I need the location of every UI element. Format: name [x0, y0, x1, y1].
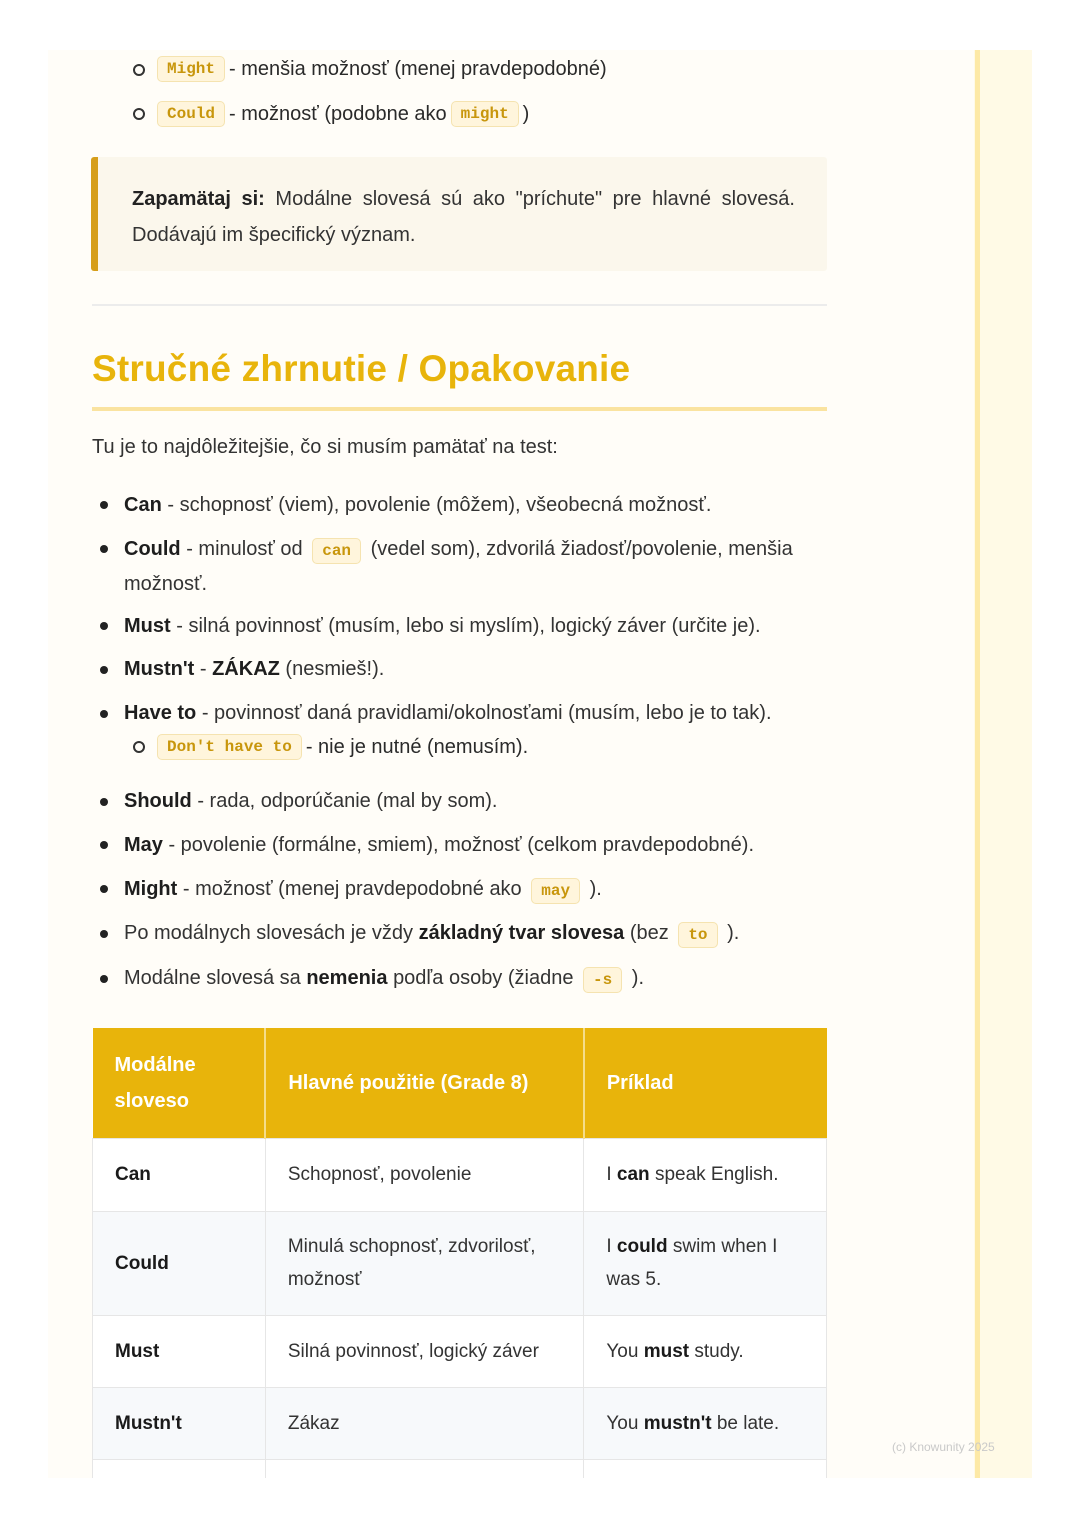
- section-title-underline: [92, 407, 827, 411]
- bullet-term: Could: [124, 538, 181, 560]
- example-text: speak English.: [654, 1164, 779, 1185]
- example-verb: could: [616, 1236, 668, 1257]
- table-cell-example: [584, 1138, 827, 1211]
- bullet-text: - silná povinnosť (musím, lebo si myslím), logický záver (určite je).: [176, 615, 761, 637]
- bullet-base-form: [124, 917, 824, 952]
- bullet-text: podľa osoby (žiadne: [393, 967, 574, 989]
- bullet-have-to: [124, 697, 824, 730]
- bullet-may: [124, 829, 824, 862]
- example-text: swim when I was 5.: [606, 1236, 778, 1290]
- table-header-cell: Príklad: [584, 1028, 827, 1138]
- bullet-mustnt: [124, 653, 824, 686]
- sub-bullet-icon: [133, 741, 145, 753]
- bullet-text: Po modálnych slovesách je vždy: [124, 922, 414, 944]
- bullet-text-end: ).: [727, 922, 740, 944]
- bullet-could: [124, 533, 824, 601]
- code-to: to: [678, 922, 717, 948]
- bullet-can: [124, 489, 824, 522]
- bullet-icon: [100, 841, 108, 849]
- bullet-text: - možnosť (menej pravdepodobné ako: [182, 878, 522, 900]
- section-intro: Tu je to najdôležitejšie, čo si musím pamätať na test:: [92, 436, 558, 458]
- sub-item-dont-have-to: [153, 730, 528, 764]
- bullet-strong: nemenia: [306, 967, 388, 989]
- code-dont-have-to: Don't have to: [157, 734, 302, 760]
- right-margin-line: [975, 50, 980, 1478]
- bullet-icon: [100, 798, 108, 806]
- table-header-row: [93, 1028, 827, 1138]
- table-cell-verb: Could: [93, 1211, 266, 1315]
- table-cell-use: Schopnosť, povolenie: [265, 1138, 583, 1211]
- table-cell-verb: Can: [93, 1138, 266, 1211]
- bullet-term: May: [124, 834, 163, 856]
- bullet-should: [124, 785, 824, 818]
- table-cell-example: [584, 1387, 827, 1459]
- table-row: [93, 1315, 827, 1387]
- bullet-text: (bez: [629, 922, 669, 944]
- bullet-text-end: ).: [589, 878, 602, 900]
- bullet-icon: [100, 545, 108, 553]
- section-title: Stručné zhrnutie / Opakovanie: [92, 348, 631, 389]
- bullet-icon: [100, 885, 108, 893]
- bullet-icon: [100, 710, 108, 718]
- example-text: be late.: [716, 1412, 780, 1434]
- callout-text: Modálne slovesá sú ako "príchute" pre hlavné slovesá. Dodávajú im špecifický význam.: [132, 188, 795, 246]
- bullet-text: - rada, odporúčanie (mal by som).: [197, 790, 498, 812]
- code-can: can: [312, 538, 361, 564]
- bullet-icon: [100, 975, 108, 983]
- remember-callout: [91, 157, 827, 271]
- watermark: (c) Knowunity 2025: [892, 1440, 995, 1454]
- bullet-term: Might: [124, 878, 178, 900]
- code-might-inline: might: [451, 101, 519, 127]
- table-cell-example: [584, 1211, 827, 1315]
- callout-label: Zapamätaj si:: [132, 188, 265, 210]
- bullet-text: (nesmieš!).: [285, 658, 385, 680]
- table-cell-use: Silná povinnosť, logický záver: [265, 1315, 583, 1387]
- list-item-text: - možnosť (podobne ako: [229, 102, 447, 125]
- bullet-dash: -: [199, 658, 207, 680]
- bullet-strong: základný tvar slovesa: [418, 922, 625, 944]
- bullet-no-change: [124, 962, 824, 997]
- table-cell-verb: Must: [93, 1315, 266, 1387]
- example-text: I: [606, 1236, 612, 1257]
- table-row: [93, 1387, 827, 1459]
- bullet-must: [124, 610, 824, 643]
- sub-bullet-icon: [133, 108, 145, 120]
- table-row: [93, 1138, 827, 1211]
- list-item-text: - menšia možnosť (menej pravdepodobné): [229, 57, 607, 80]
- bullet-text: - povinnosť daná pravidlami/okolnosťami (musím, lebo je to tak).: [201, 702, 772, 724]
- right-margin-stripe: [974, 50, 1032, 1478]
- code-could: Could: [157, 101, 225, 127]
- table-cell-use: Zákaz: [265, 1387, 583, 1459]
- sub-bullet-icon: [133, 64, 145, 76]
- example-text: I: [606, 1164, 612, 1185]
- section-divider: [92, 304, 827, 306]
- bullet-text: - minulosť od: [186, 538, 303, 560]
- table-cell-example: [584, 1315, 827, 1387]
- bullet-term: Can: [124, 494, 162, 516]
- example-verb: can: [616, 1164, 650, 1185]
- sub-item-text: - nie je nutné (nemusím).: [305, 735, 529, 758]
- list-item-might: [153, 52, 607, 86]
- table-header-cell: Hlavné použitie (Grade 8): [265, 1028, 583, 1138]
- table-header-cell: Modálne sloveso: [93, 1028, 266, 1138]
- bullet-strong: ZÁKAZ: [212, 658, 280, 680]
- code-might: Might: [157, 56, 225, 82]
- list-item-could: [153, 97, 529, 131]
- bullet-icon: [100, 930, 108, 938]
- page-bottom-margin: [0, 1478, 1080, 1528]
- bullet-might: [124, 873, 824, 908]
- bullet-term: Must: [124, 615, 171, 637]
- bullet-text: - povolenie (formálne, smiem), možnosť (celkom pravdepodobné).: [168, 834, 754, 856]
- bullet-icon: [100, 501, 108, 509]
- table-row: [93, 1211, 827, 1315]
- list-item-text-end: ): [522, 102, 530, 125]
- bullet-icon: [100, 666, 108, 674]
- table-cell-use: Minulá schopnosť, zdvorilosť, možnosť: [265, 1211, 583, 1315]
- code-s: -s: [583, 967, 622, 993]
- example-text: study.: [694, 1340, 744, 1362]
- bullet-term: Should: [124, 790, 192, 812]
- code-may: may: [531, 878, 580, 904]
- bullet-text: Modálne slovesá sa: [124, 967, 301, 989]
- example-text: You: [606, 1412, 639, 1434]
- table-cell-verb: Mustn't: [93, 1387, 266, 1459]
- example-text: You: [606, 1340, 639, 1362]
- bullet-term: Have to: [124, 702, 197, 724]
- modal-verbs-table: [92, 1028, 827, 1500]
- bullet-text: - schopnosť (viem), povolenie (môžem), všeobecná možnosť.: [167, 494, 712, 516]
- bullet-text-end: ).: [631, 967, 645, 989]
- bullet-text-end: (vedel som), zdvorilá žiadosť/povolenie, menšia možnosť.: [124, 538, 793, 595]
- example-verb: must: [643, 1340, 690, 1362]
- bullet-term: Mustn't: [124, 658, 195, 680]
- example-verb: mustn't: [643, 1412, 712, 1434]
- bullet-icon: [100, 622, 108, 630]
